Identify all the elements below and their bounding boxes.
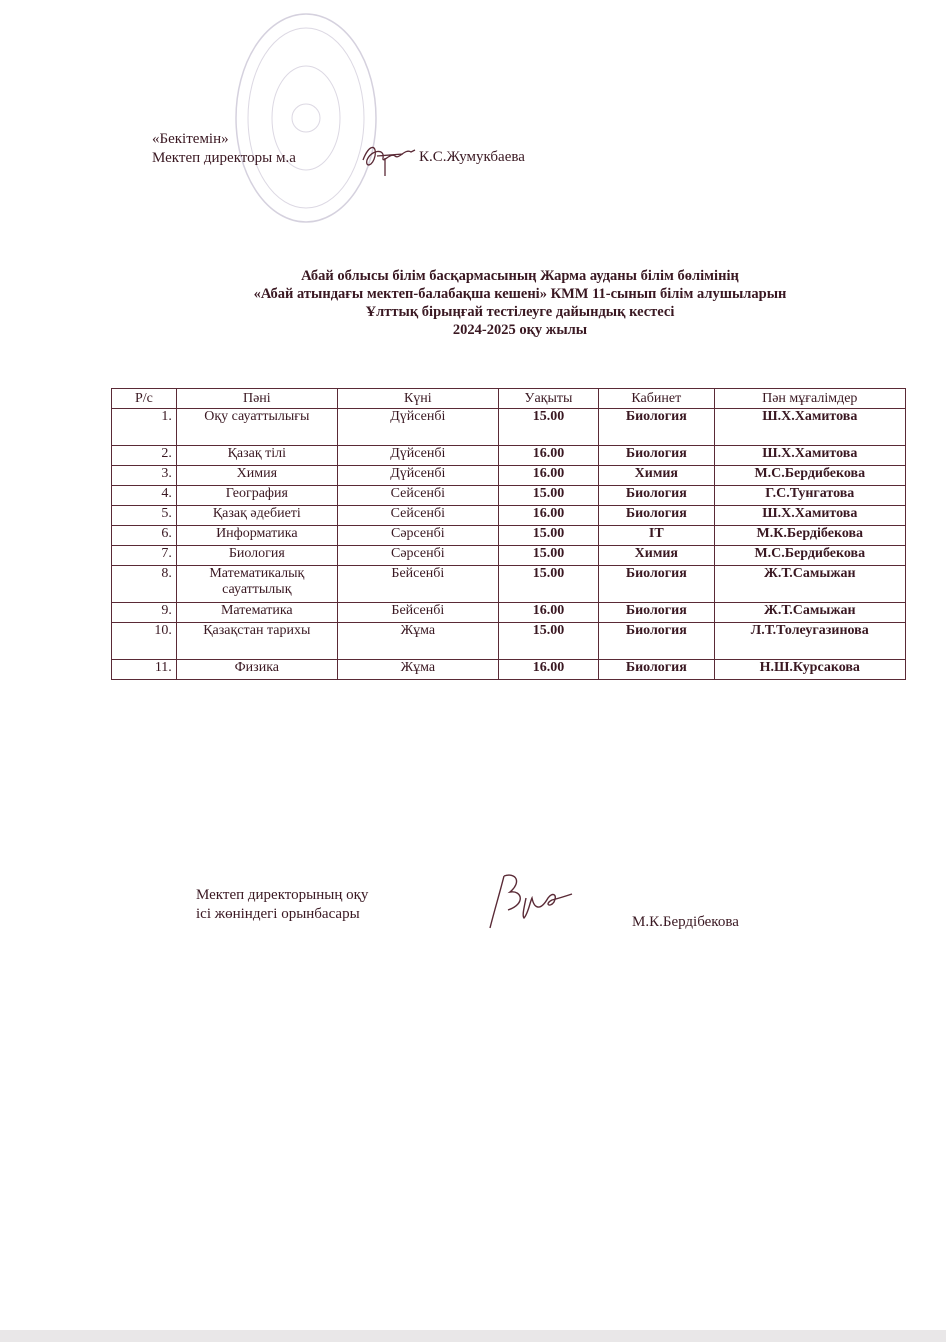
cell-day: Жұма — [337, 660, 498, 680]
cell-room: IT — [599, 526, 714, 546]
heading-line-4: 2024-2025 оқу жылы — [452, 322, 588, 338]
cell-time: 16.00 — [498, 506, 598, 526]
cell-room: Биология — [599, 486, 714, 506]
table-row — [112, 623, 906, 660]
table-row — [112, 466, 906, 486]
cell-time: 16.00 — [498, 446, 598, 466]
cell-day: Дүйсенбі — [337, 409, 498, 446]
cell-subject: Математикалық сауаттылық — [176, 566, 337, 603]
table-row — [112, 446, 906, 466]
cell-teacher: Ш.Х.Хамитова — [714, 506, 905, 526]
cell-subject: Химия — [176, 466, 337, 486]
deputy-position-line-2: ісі жөніндегі орынбасары — [196, 906, 360, 922]
cell-time: 15.00 — [498, 409, 598, 446]
cell-teacher: Н.Ш.Курсакова — [714, 660, 905, 680]
approval-label: «Бекітемін» — [152, 131, 229, 147]
cell-time: 16.00 — [498, 466, 598, 486]
table-row — [112, 506, 906, 526]
cell-teacher: М.К.Бердібекова — [714, 526, 905, 546]
cell-day: Жұма — [337, 623, 498, 660]
heading-line-2: «Абай атындағы мектеп-балабақша кешені» КММ 11-сынып білім алушыларын — [253, 286, 787, 302]
table-row — [112, 526, 906, 546]
table-row — [112, 603, 906, 623]
cell-teacher: Ж.Т.Самыжан — [714, 603, 905, 623]
cell-time: 15.00 — [498, 546, 598, 566]
cell-num: 1. — [112, 409, 177, 446]
cell-subject: География — [176, 486, 337, 506]
cell-day: Сейсенбі — [337, 506, 498, 526]
cell-day: Бейсенбі — [337, 566, 498, 603]
cell-time: 15.00 — [498, 486, 598, 506]
director-position: Мектеп директоры м.а — [152, 150, 296, 166]
cell-subject: Математика — [176, 603, 337, 623]
cell-teacher: Л.Т.Толеугазинова — [714, 623, 905, 660]
cell-teacher: Ж.Т.Самыжан — [714, 566, 905, 603]
cell-num: 4. — [112, 486, 177, 506]
cell-subject: Физика — [176, 660, 337, 680]
cell-teacher: Г.С.Тунгатова — [714, 486, 905, 506]
header-num: Р/с — [112, 389, 177, 409]
cell-room: Биология — [599, 603, 714, 623]
cell-teacher: Ш.Х.Хамитова — [714, 446, 905, 466]
approval-block — [152, 130, 296, 168]
cell-subject: Информатика — [176, 526, 337, 546]
cell-room: Биология — [599, 660, 714, 680]
cell-day: Бейсенбі — [337, 603, 498, 623]
heading-line-3: Ұлттық бірыңғай тестілеуге дайындық кестесі — [365, 304, 675, 320]
cell-time: 16.00 — [498, 603, 598, 623]
cell-teacher: М.С.Бердибекова — [714, 546, 905, 566]
cell-teacher: М.С.Бердибекова — [714, 466, 905, 486]
cell-subject: Қазақ тілі — [176, 446, 337, 466]
cell-room: Биология — [599, 506, 714, 526]
cell-num: 8. — [112, 566, 177, 603]
director-name: К.С.Жумукбаева — [419, 149, 525, 165]
cell-day: Дүйсенбі — [337, 466, 498, 486]
cell-day: Сәрсенбі — [337, 546, 498, 566]
cell-room: Биология — [599, 446, 714, 466]
scan-bottom-edge — [0, 1330, 946, 1342]
cell-subject: Оқу сауаттылығы — [176, 409, 337, 446]
cell-time: 15.00 — [498, 623, 598, 660]
cell-teacher: Ш.Х.Хамитова — [714, 409, 905, 446]
header-teacher: Пән мұғалімдер — [714, 389, 905, 409]
deputy-position-line-1: Мектеп директорының оқу — [196, 887, 369, 903]
deputy-position — [196, 886, 368, 924]
table-row — [112, 409, 906, 446]
cell-room: Биология — [599, 409, 714, 446]
cell-num: 5. — [112, 506, 177, 526]
school-seal-stamp — [232, 8, 380, 228]
cell-time: 15.00 — [498, 566, 598, 603]
deputy-name: М.К.Бердібекова — [632, 914, 739, 930]
cell-time: 16.00 — [498, 660, 598, 680]
table-row — [112, 486, 906, 506]
table-row — [112, 546, 906, 566]
header-subject: Пәні — [176, 389, 337, 409]
table-row — [112, 660, 906, 680]
deputy-signature — [482, 868, 577, 938]
heading-line-1: Абай облысы білім басқармасының Жарма ауданы білім бөлімінің — [301, 268, 739, 284]
cell-day: Сәрсенбі — [337, 526, 498, 546]
cell-num: 11. — [112, 660, 177, 680]
cell-num: 6. — [112, 526, 177, 546]
cell-num: 2. — [112, 446, 177, 466]
document-heading — [120, 267, 920, 339]
cell-room: Биология — [599, 623, 714, 660]
cell-subject: Биология — [176, 546, 337, 566]
cell-num: 3. — [112, 466, 177, 486]
cell-num: 9. — [112, 603, 177, 623]
header-day: Күні — [337, 389, 498, 409]
table-header-row — [112, 389, 906, 409]
cell-num: 7. — [112, 546, 177, 566]
cell-room: Химия — [599, 466, 714, 486]
header-room: Кабинет — [599, 389, 714, 409]
cell-room: Биология — [599, 566, 714, 603]
cell-room: Химия — [599, 546, 714, 566]
header-time: Уақыты — [498, 389, 598, 409]
cell-subject: Қазақ әдебиеті — [176, 506, 337, 526]
cell-num: 10. — [112, 623, 177, 660]
cell-subject: Қазақстан тарихы — [176, 623, 337, 660]
table-row — [112, 566, 906, 603]
schedule-table — [111, 388, 906, 680]
cell-day: Дүйсенбі — [337, 446, 498, 466]
cell-time: 15.00 — [498, 526, 598, 546]
cell-day: Сейсенбі — [337, 486, 498, 506]
